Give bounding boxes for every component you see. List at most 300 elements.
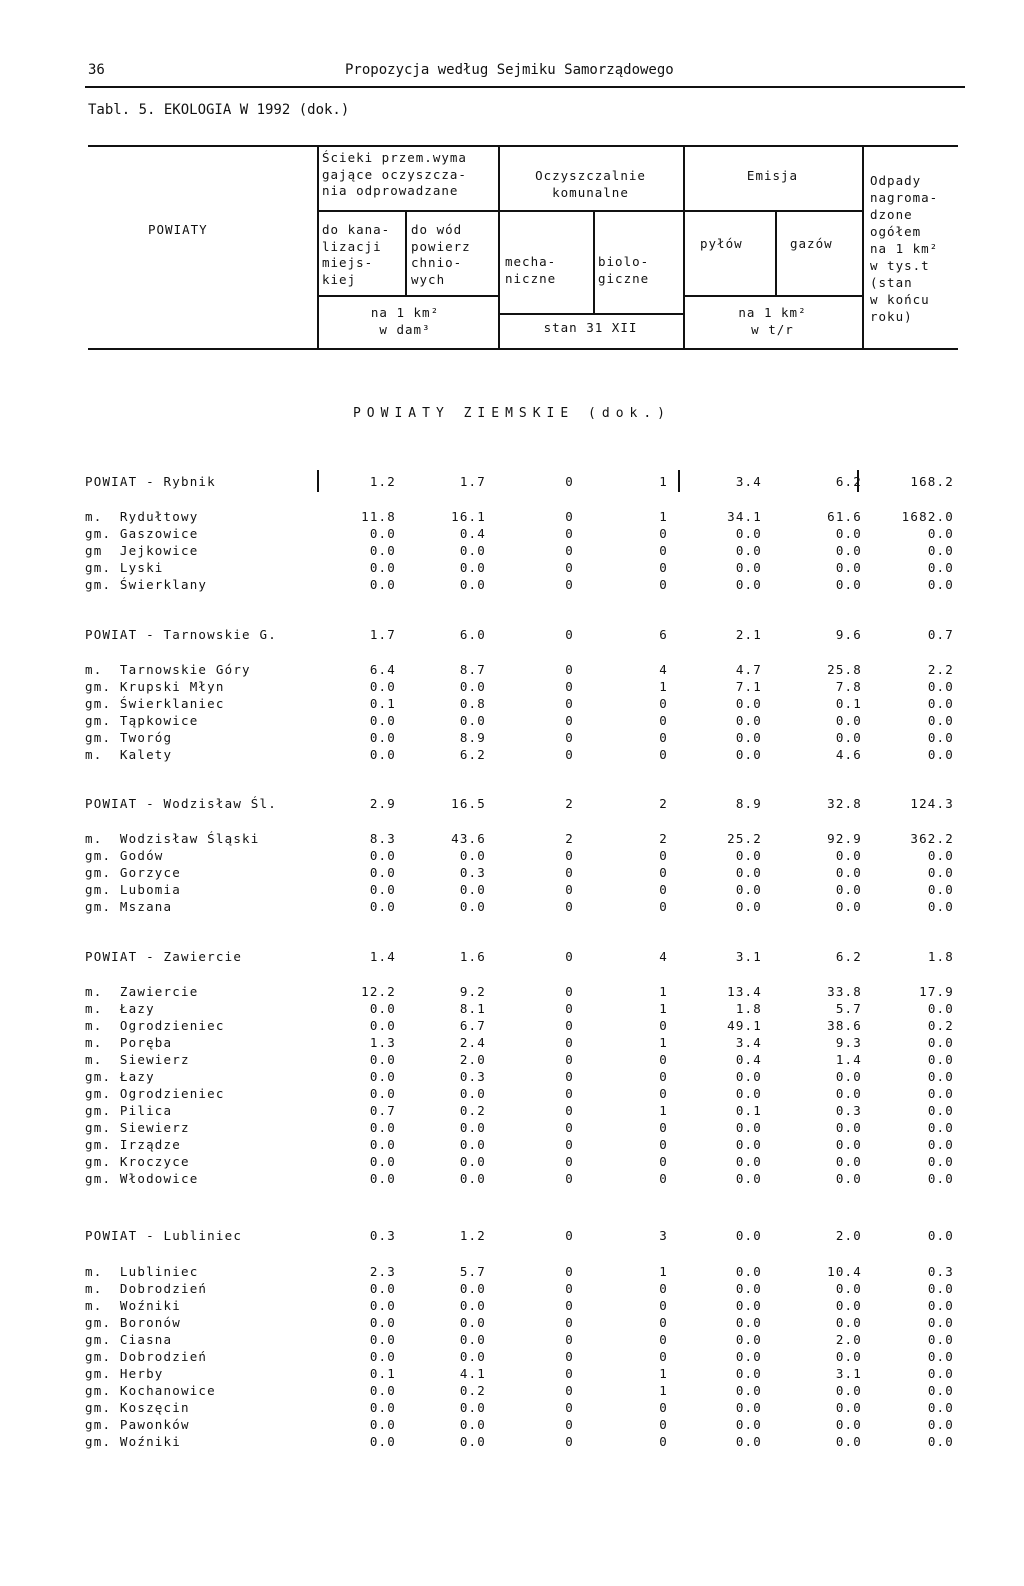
row-value: 0 <box>659 1086 668 1101</box>
row-value: 1.2 <box>459 1228 486 1243</box>
row-value: 0.0 <box>735 577 762 592</box>
row-value: 0 <box>659 899 668 914</box>
row-value: 0 <box>659 526 668 541</box>
row-value: 0.0 <box>735 1086 762 1101</box>
table-row <box>0 984 1024 1001</box>
row-value: 0.0 <box>369 1052 396 1067</box>
row-value: 0.0 <box>735 543 762 558</box>
table-row <box>0 949 1024 966</box>
row-value: 0.3 <box>459 1069 486 1084</box>
row-value: 0.0 <box>369 577 396 592</box>
row-value: 0.0 <box>735 1137 762 1152</box>
row-value: 0 <box>659 1052 668 1067</box>
table-row <box>0 747 1024 764</box>
table-row <box>0 1137 1024 1154</box>
row-value: 0 <box>659 1417 668 1432</box>
row-value: 0.0 <box>927 1228 954 1243</box>
row-value: 0.0 <box>369 1298 396 1313</box>
row-value: 0 <box>565 1349 574 1364</box>
row-value: 0.0 <box>459 713 486 728</box>
row-name: m. Siewierz <box>85 1052 190 1067</box>
row-value: 8.1 <box>459 1001 486 1016</box>
table-row <box>0 1332 1024 1349</box>
table-row <box>0 1417 1024 1434</box>
row-value: 16.5 <box>451 796 486 811</box>
row-name: POWIAT - Zawiercie <box>85 949 243 964</box>
row-value: 0.3 <box>459 865 486 880</box>
table-row <box>0 1315 1024 1332</box>
table-row <box>0 1228 1024 1245</box>
row-value: 6 <box>659 627 668 642</box>
row-value: 0.1 <box>735 1103 762 1118</box>
row-value: 0.0 <box>835 1120 862 1135</box>
row-value: 0.0 <box>369 1349 396 1364</box>
row-value: 0.0 <box>459 679 486 694</box>
row-value: 17.9 <box>919 984 954 999</box>
row-value: 0.0 <box>735 848 762 863</box>
row-value: 0.0 <box>735 713 762 728</box>
table-row <box>0 1001 1024 1018</box>
header-emission-unit: na 1 km² w t/r <box>738 305 807 337</box>
row-value: 0.0 <box>369 730 396 745</box>
row-value: 0.1 <box>369 696 396 711</box>
row-value: 0.0 <box>835 577 862 592</box>
row-value: 0.0 <box>369 560 396 575</box>
row-value: 6.0 <box>459 627 486 642</box>
row-value: 0.0 <box>459 560 486 575</box>
row-value: 8.3 <box>369 831 396 846</box>
row-value: 1 <box>659 1001 668 1016</box>
row-name: gm. Koszęcin <box>85 1400 190 1415</box>
row-name: gm. Pawonków <box>85 1417 190 1432</box>
table-row <box>0 713 1024 730</box>
row-value: 1 <box>659 1366 668 1381</box>
row-name: gm. Herby <box>85 1366 164 1381</box>
row-value: 3.4 <box>735 1035 762 1050</box>
row-value: 12.2 <box>361 984 396 999</box>
row-value: 0.0 <box>835 1086 862 1101</box>
row-value: 0.0 <box>927 1366 954 1381</box>
row-value: 61.6 <box>827 509 862 524</box>
header-sewage: Ścieki przem.wyma gające oczyszcza- nia odprowadzane <box>322 150 467 198</box>
row-value: 0 <box>659 577 668 592</box>
row-name: m. Rydułtowy <box>85 509 199 524</box>
row-value: 25.8 <box>827 662 862 677</box>
row-value: 0.0 <box>927 1417 954 1432</box>
row-value: 0.4 <box>735 1052 762 1067</box>
row-value: 9.2 <box>459 984 486 999</box>
row-value: 1.7 <box>369 627 396 642</box>
row-value: 3 <box>659 1228 668 1243</box>
row-name: gm Jejkowice <box>85 543 199 558</box>
header-plants-unit: stan 31 XII <box>543 320 638 335</box>
row-value: 0.0 <box>369 1434 396 1449</box>
row-value: 0.0 <box>927 1400 954 1415</box>
row-name: gm. Tworóg <box>85 730 173 745</box>
row-value: 0.0 <box>459 1417 486 1432</box>
row-value: 0 <box>659 1120 668 1135</box>
row-value: 0.7 <box>927 627 954 642</box>
table-row <box>0 627 1024 644</box>
header-plants-mech: mecha- niczne <box>505 254 557 286</box>
row-value: 0.0 <box>735 1120 762 1135</box>
row-value: 168.2 <box>910 474 954 489</box>
row-value: 0.0 <box>927 1171 954 1186</box>
row-name: m. Zawiercie <box>85 984 199 999</box>
row-value: 0.0 <box>927 899 954 914</box>
row-value: 0.0 <box>835 1400 862 1415</box>
row-name: gm. Lubomia <box>85 882 181 897</box>
row-name: m. Woźniki <box>85 1298 181 1313</box>
row-value: 0 <box>565 848 574 863</box>
row-value: 38.6 <box>827 1018 862 1033</box>
row-value: 0 <box>565 509 574 524</box>
row-value: 0.0 <box>735 1434 762 1449</box>
header-emission-gas: gazów <box>790 236 833 251</box>
row-value: 10.4 <box>827 1264 862 1279</box>
row-value: 0.0 <box>927 1281 954 1296</box>
row-value: 0.0 <box>927 848 954 863</box>
row-value: 43.6 <box>451 831 486 846</box>
row-value: 0.0 <box>459 543 486 558</box>
table-row <box>0 577 1024 594</box>
row-value: 0 <box>565 1228 574 1243</box>
row-value: 0.0 <box>927 882 954 897</box>
row-value: 33.8 <box>827 984 862 999</box>
table-title: Tabl. 5. EKOLOGIA W 1992 (dok.) <box>88 102 350 118</box>
row-value: 0 <box>659 882 668 897</box>
table-row <box>0 899 1024 916</box>
row-value: 0 <box>565 1366 574 1381</box>
row-value: 1 <box>659 1035 668 1050</box>
row-value: 0 <box>565 1298 574 1313</box>
row-value: 0.0 <box>735 1228 762 1243</box>
table-row <box>0 560 1024 577</box>
row-name: m. Tarnowskie Góry <box>85 662 251 677</box>
row-value: 0.0 <box>735 560 762 575</box>
row-value: 1 <box>659 509 668 524</box>
row-value: 0.0 <box>369 543 396 558</box>
row-value: 3.1 <box>835 1366 862 1381</box>
row-value: 5.7 <box>459 1264 486 1279</box>
row-value: 0 <box>565 1052 574 1067</box>
row-name: gm. Godów <box>85 848 164 863</box>
row-value: 8.9 <box>459 730 486 745</box>
row-value: 0.0 <box>369 1332 396 1347</box>
row-value: 9.3 <box>835 1035 862 1050</box>
row-value: 0.0 <box>735 1383 762 1398</box>
header-emission-dust: pyłów <box>700 236 743 251</box>
row-name: gm. Krupski Młyn <box>85 679 225 694</box>
row-value: 0.0 <box>459 1281 486 1296</box>
table-row <box>0 1400 1024 1417</box>
row-value: 0.0 <box>927 1103 954 1118</box>
row-value: 1.6 <box>459 949 486 964</box>
row-value: 0.0 <box>927 1154 954 1169</box>
row-value: 0.0 <box>735 1366 762 1381</box>
table-row <box>0 831 1024 848</box>
header-sewage-surface: do wód powierz chnio- wych <box>411 222 471 287</box>
table-row <box>0 543 1024 560</box>
row-value: 6.4 <box>369 662 396 677</box>
row-value: 2.1 <box>735 627 762 642</box>
row-value: 0 <box>565 1315 574 1330</box>
table-row <box>0 865 1024 882</box>
row-value: 0.0 <box>735 1264 762 1279</box>
row-value: 0.0 <box>835 899 862 914</box>
row-value: 2 <box>565 831 574 846</box>
row-value: 0.0 <box>459 1086 486 1101</box>
row-value: 0 <box>565 1018 574 1033</box>
row-value: 0.0 <box>735 865 762 880</box>
row-value: 0.0 <box>835 1171 862 1186</box>
row-value: 0.0 <box>459 1171 486 1186</box>
row-value: 0 <box>565 1069 574 1084</box>
page-number: 36 <box>88 62 105 78</box>
row-value: 0.0 <box>835 1315 862 1330</box>
row-name: m. Poręba <box>85 1035 173 1050</box>
row-name: gm. Pilica <box>85 1103 173 1118</box>
row-value: 0.0 <box>835 882 862 897</box>
header-waste: Odpady nagroma- dzone ogółem na 1 km² w tys.t (stan w końcu roku) <box>870 173 939 324</box>
table-row <box>0 662 1024 679</box>
row-value: 0 <box>659 696 668 711</box>
row-name: gm. Tąpkowice <box>85 713 199 728</box>
row-value: 1 <box>659 679 668 694</box>
row-value: 7.8 <box>835 679 862 694</box>
row-value: 0.0 <box>927 1035 954 1050</box>
row-value: 34.1 <box>727 509 762 524</box>
row-value: 0.0 <box>459 1120 486 1135</box>
header-powiaty: POWIATY <box>148 222 208 237</box>
row-value: 0.0 <box>459 848 486 863</box>
row-value: 1.3 <box>369 1035 396 1050</box>
table-row <box>0 509 1024 526</box>
row-name: m. Ogrodzieniec <box>85 1018 225 1033</box>
row-value: 0.0 <box>927 1137 954 1152</box>
row-value: 0.0 <box>735 747 762 762</box>
row-value: 0 <box>565 1434 574 1449</box>
row-value: 0 <box>659 1315 668 1330</box>
row-value: 0 <box>565 1171 574 1186</box>
row-value: 0.3 <box>369 1228 396 1243</box>
row-value: 0.0 <box>927 730 954 745</box>
row-name: gm. Lyski <box>85 560 164 575</box>
row-name: gm. Kroczyce <box>85 1154 190 1169</box>
row-value: 0 <box>565 1137 574 1152</box>
table-row <box>0 1103 1024 1120</box>
table-row <box>0 474 1024 491</box>
row-value: 0.0 <box>459 1332 486 1347</box>
row-value: 9.6 <box>835 627 862 642</box>
row-value: 1 <box>659 474 668 489</box>
row-value: 0.4 <box>459 526 486 541</box>
row-value: 7.1 <box>735 679 762 694</box>
row-value: 0.0 <box>835 560 862 575</box>
row-value: 13.4 <box>727 984 762 999</box>
row-value: 0.0 <box>927 679 954 694</box>
row-value: 0 <box>565 949 574 964</box>
table-row <box>0 679 1024 696</box>
row-value: 0.0 <box>927 560 954 575</box>
row-value: 0.0 <box>927 1315 954 1330</box>
row-name: gm. Świerklany <box>85 577 208 592</box>
row-value: 6.2 <box>459 747 486 762</box>
row-value: 0.0 <box>927 1120 954 1135</box>
header-plants-bio: biolo- giczne <box>598 254 650 286</box>
row-value: 0.0 <box>927 526 954 541</box>
table-row <box>0 1366 1024 1383</box>
row-value: 0 <box>565 1086 574 1101</box>
row-name: gm. Dobrodzień <box>85 1349 208 1364</box>
row-value: 2 <box>659 796 668 811</box>
row-value: 2.9 <box>369 796 396 811</box>
table-row <box>0 1171 1024 1188</box>
row-value: 3.1 <box>735 949 762 964</box>
table-row <box>0 526 1024 543</box>
row-value: 0.0 <box>927 1052 954 1067</box>
row-name: m. Lubliniec <box>85 1264 199 1279</box>
row-value: 0.0 <box>927 543 954 558</box>
row-value: 0 <box>565 984 574 999</box>
row-value: 0 <box>565 696 574 711</box>
row-value: 0.0 <box>459 1349 486 1364</box>
row-value: 0.0 <box>835 1154 862 1169</box>
row-value: 0.2 <box>459 1103 486 1118</box>
row-value: 0.0 <box>369 1001 396 1016</box>
row-value: 0 <box>565 1154 574 1169</box>
row-value: 49.1 <box>727 1018 762 1033</box>
row-value: 0.0 <box>735 1332 762 1347</box>
row-value: 8.7 <box>459 662 486 677</box>
row-value: 0 <box>659 713 668 728</box>
row-value: 0.0 <box>369 899 396 914</box>
row-value: 0 <box>565 1103 574 1118</box>
row-value: 0.0 <box>835 848 862 863</box>
row-value: 0.0 <box>369 1171 396 1186</box>
row-name: gm. Łazy <box>85 1069 155 1084</box>
row-name: gm. Ogrodzieniec <box>85 1086 225 1101</box>
row-value: 2.0 <box>835 1228 862 1243</box>
row-value: 0.3 <box>927 1264 954 1279</box>
row-value: 0.0 <box>459 1400 486 1415</box>
row-value: 8.9 <box>735 796 762 811</box>
table-row <box>0 1035 1024 1052</box>
row-value: 0.0 <box>369 1383 396 1398</box>
row-value: 0.0 <box>735 1315 762 1330</box>
row-value: 0.0 <box>459 1434 486 1449</box>
row-name: gm. Woźniki <box>85 1434 181 1449</box>
table-row <box>0 1281 1024 1298</box>
row-value: 0.0 <box>369 526 396 541</box>
row-name: POWIAT - Wodzisław Śl. <box>85 796 277 811</box>
row-value: 1.8 <box>735 1001 762 1016</box>
row-value: 0.0 <box>735 696 762 711</box>
row-name: gm. Mszana <box>85 899 173 914</box>
row-value: 0.0 <box>369 865 396 880</box>
row-value: 0 <box>565 1120 574 1135</box>
row-value: 0 <box>659 1281 668 1296</box>
header-sewage-sewer: do kana- lizacji miejs- kiej <box>322 222 391 287</box>
row-value: 1.8 <box>927 949 954 964</box>
row-value: 362.2 <box>910 831 954 846</box>
row-value: 1682.0 <box>901 509 954 524</box>
row-value: 0.0 <box>459 882 486 897</box>
row-value: 4.6 <box>835 747 862 762</box>
row-value: 0.0 <box>927 865 954 880</box>
row-value: 0.0 <box>369 1315 396 1330</box>
row-value: 0.0 <box>927 1069 954 1084</box>
row-value: 0 <box>659 543 668 558</box>
table-row <box>0 696 1024 713</box>
row-value: 0.0 <box>927 747 954 762</box>
table-row <box>0 1069 1024 1086</box>
row-value: 0 <box>659 747 668 762</box>
table-row <box>0 848 1024 865</box>
table-row <box>0 796 1024 813</box>
header-plants: Oczyszczalnie komunalne <box>535 168 646 200</box>
row-name: m. Dobrodzień <box>85 1281 208 1296</box>
row-value: 0 <box>659 1137 668 1152</box>
row-value: 0 <box>659 1171 668 1186</box>
row-value: 1.2 <box>369 474 396 489</box>
row-value: 0 <box>565 474 574 489</box>
row-value: 0.0 <box>369 1417 396 1432</box>
row-value: 0 <box>565 1035 574 1050</box>
row-value: 0 <box>659 1349 668 1364</box>
row-value: 0.0 <box>735 730 762 745</box>
row-value: 4.7 <box>735 662 762 677</box>
row-value: 0.2 <box>927 1018 954 1033</box>
row-value: 0.0 <box>927 1298 954 1313</box>
row-value: 0 <box>565 662 574 677</box>
table-row <box>0 1434 1024 1451</box>
row-value: 4 <box>659 662 668 677</box>
row-value: 0 <box>659 1298 668 1313</box>
row-name: gm. Gaszowice <box>85 526 199 541</box>
row-value: 0.0 <box>369 1281 396 1296</box>
row-value: 3.4 <box>735 474 762 489</box>
row-value: 0 <box>659 1018 668 1033</box>
table-row <box>0 1086 1024 1103</box>
row-value: 0 <box>565 1417 574 1432</box>
row-value: 0.0 <box>459 577 486 592</box>
row-value: 0.0 <box>835 730 862 745</box>
row-value: 0.0 <box>369 1120 396 1135</box>
row-value: 1 <box>659 1103 668 1118</box>
row-value: 0.0 <box>835 1349 862 1364</box>
row-value: 0.0 <box>459 1298 486 1313</box>
row-value: 1.4 <box>835 1052 862 1067</box>
row-name: POWIAT - Rybnik <box>85 474 216 489</box>
table-row <box>0 1383 1024 1400</box>
row-name: gm. Kochanowice <box>85 1383 216 1398</box>
row-name: m. Kalety <box>85 747 173 762</box>
row-value: 0 <box>565 747 574 762</box>
row-name: gm. Ciasna <box>85 1332 173 1347</box>
row-value: 2.0 <box>459 1052 486 1067</box>
table-row <box>0 1154 1024 1171</box>
row-value: 0.0 <box>735 1281 762 1296</box>
row-value: 0 <box>565 1001 574 1016</box>
row-value: 0.0 <box>927 1349 954 1364</box>
row-value: 0.0 <box>735 1171 762 1186</box>
table-row <box>0 1349 1024 1366</box>
row-value: 0.0 <box>835 526 862 541</box>
row-value: 0.0 <box>369 848 396 863</box>
row-name: gm. Włodowice <box>85 1171 199 1186</box>
row-value: 0.0 <box>835 1281 862 1296</box>
